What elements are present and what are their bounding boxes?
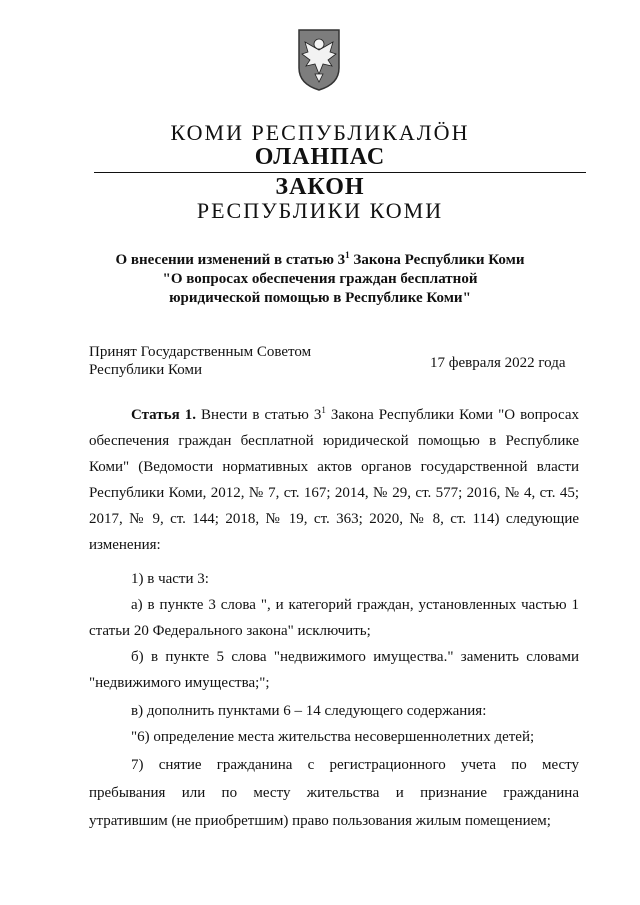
komi-coat-of-arms-icon [297,28,341,92]
paragraph-1: 1) в части 3: [131,571,209,587]
header-title-komi: КОМИ РЕСПУБЛИКАЛӦН [170,120,470,145]
article-line-6: изменения: [89,537,161,553]
paragraph-a-line-1: а) в пункте 3 слова ", и категорий граждан, установленных частью 1 [131,597,579,613]
paragraph-b-line-1: б) в пункте 5 слова "недвижимого имущества." заменить словами [131,649,579,665]
header-zakon: ЗАКОН [275,174,365,200]
adopted-by-line-1: Принят Государственным Советом [89,344,312,360]
subject-line-1: О внесении изменений в статью $3^1$ Закона Республики Коми [115,250,525,268]
header-divider [94,172,586,173]
paragraph-a-line-2: статьи 20 Федерального закона" исключить; [89,623,371,639]
article-line-4: Республики Коми, 2012, № 7, ст. 167; 2014, № 29, ст. 577; 2016, № 4, ст. 45; [89,485,579,501]
article-line-5: 2017, № 9, ст. 144; 2018, № 19, ст. 363; 2020, № 8, ст. 114) следующие [89,511,579,527]
item-7-line-1: 7) снятие гражданина с регистрационного учета по месту [131,757,579,773]
article-line-1: Статья 1. Внести в статью $3^1$ Закона Республики Коми "О вопросах [131,405,579,423]
paragraph-b-line-2: "недвижимого имущества;"; [89,675,270,691]
item-7-line-2: пребывания или по месту жительства и признание гражданина [89,785,579,801]
article-label: Статья 1. [131,407,197,423]
header-olanpas: ОЛАНПАС [254,144,386,170]
item-6: "6) определение места жительства несовершеннолетних детей; [131,729,535,745]
adoption-date: 17 февраля 2022 года [430,355,566,371]
adopted-by-line-2: Республики Коми [89,362,202,378]
item-7-line-3: утратившим (не приобретшим) право пользования жилым помещением; [89,813,551,829]
subject-line-3: юридической помощью в Республике Коми" [169,290,471,306]
header-republic: РЕСПУБЛИКИ КОМИ [196,198,444,223]
article-line-3: Коми" (Ведомости нормативных актов органов государственной власти [89,459,579,475]
paragraph-c: в) дополнить пунктами 6 – 14 следующего содержания: [131,703,487,719]
subject-line-2: "О вопросах обеспечения граждан бесплатной [162,271,478,287]
article-line-2: обеспечения граждан бесплатной юридической помощью в Республике [89,433,579,449]
